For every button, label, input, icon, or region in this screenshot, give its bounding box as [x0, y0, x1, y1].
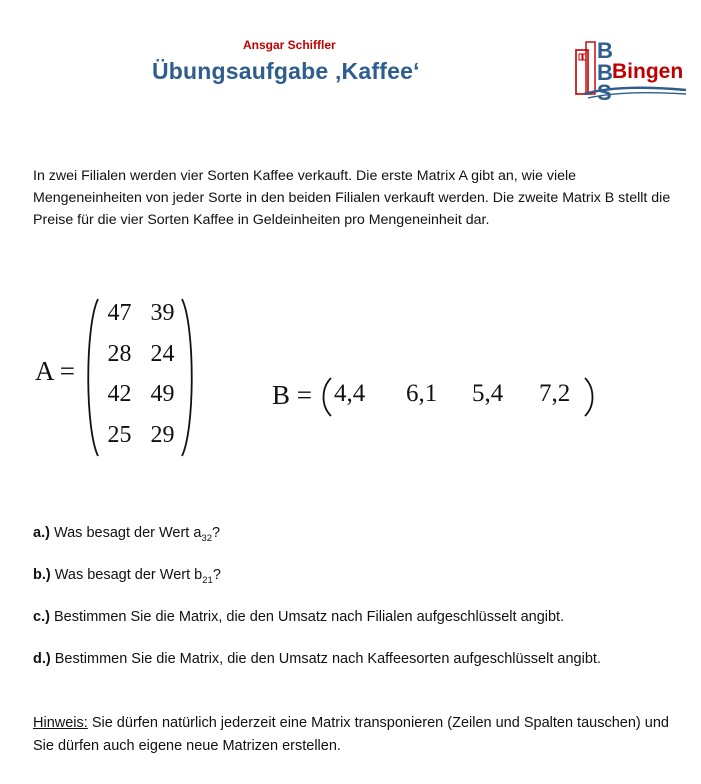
matrix-a-grid: [98, 298, 184, 460]
matrix-b-value: 5,4: [472, 380, 504, 407]
matrix-a-cell: 28: [107, 340, 132, 367]
matrix-b-value: 4,4: [334, 380, 366, 407]
question-a: [33, 525, 220, 544]
question-text: Was besagt der Wert b: [54, 567, 203, 583]
matrix-a-cell: 25: [107, 421, 132, 448]
question-suffix: ?: [212, 567, 221, 583]
matrix-a-cell: 42: [107, 381, 132, 407]
logo-letter-b1: B: [597, 38, 613, 63]
matrix-a-cell: 29: [150, 421, 175, 448]
matrix-a-cell: 49: [150, 381, 175, 407]
author-name: Ansgar Schiffler: [243, 38, 336, 52]
question-label: a.): [33, 525, 50, 541]
question-subscript: 21: [202, 574, 213, 586]
bbs-bingen-logo: [574, 38, 689, 102]
logo-letter-s: S: [597, 80, 612, 102]
task-description: [33, 165, 683, 231]
logo-letter-b2: B: [597, 60, 613, 85]
matrix-a-label: A =: [35, 356, 75, 386]
hint-label: Hinweis:: [33, 715, 88, 731]
matrix-b-right-paren: [582, 376, 596, 418]
question-label: c.): [33, 609, 50, 625]
question-c: [33, 609, 564, 625]
matrix-a-cell: 24: [150, 340, 175, 367]
intro-text: In zwei Filialen werden vier Sorten Kaffee verkauft. Die erste Matrix A gibt an, wie viele Mengeneinheiten von jeder Sorte in den beiden Filialen verkauft werden. Die zweite Matrix B stellt die Preise für die vier Sorten Kaffee in Geldeinheiten pro Mengeneinheit dar.: [33, 168, 671, 228]
matrix-a-cell: 39: [150, 300, 175, 326]
question-b: [33, 567, 221, 586]
page-title: Übungsaufgabe ‚Kaffee‘: [152, 58, 420, 84]
question-label: d.): [33, 651, 51, 667]
question-text: Was besagt der Wert a: [53, 525, 202, 541]
matrix-a: [84, 296, 196, 459]
question-d: [33, 651, 601, 667]
hint-text: Sie dürfen natürlich jederzeit eine Matrix transponieren (Zeilen und Spalten tauschen) und Sie dürfen auch eigene neue Matrizen erstellen.: [33, 715, 669, 754]
hint-note: [33, 712, 673, 758]
question-label: b.): [33, 567, 51, 583]
question-text: Bestimmen Sie die Matrix, die den Umsatz nach Kaffeesorten aufgeschlüsselt angibt.: [54, 651, 601, 667]
question-text: Bestimmen Sie die Matrix, die den Umsatz nach Filialen aufgeschlüsselt angibt.: [53, 609, 565, 625]
matrix-b-value: 6,1: [406, 380, 438, 407]
matrix-b-left-paren: [320, 376, 334, 418]
logo-graphic: [574, 38, 689, 102]
question-suffix: ?: [212, 525, 221, 541]
matrix-b-value: 7,2: [539, 380, 571, 407]
question-subscript: 32: [201, 532, 213, 544]
matrix-a-cell: 47: [107, 300, 132, 326]
logo-word-bingen: Bingen: [612, 60, 684, 83]
matrix-b-label: B =: [272, 380, 312, 410]
